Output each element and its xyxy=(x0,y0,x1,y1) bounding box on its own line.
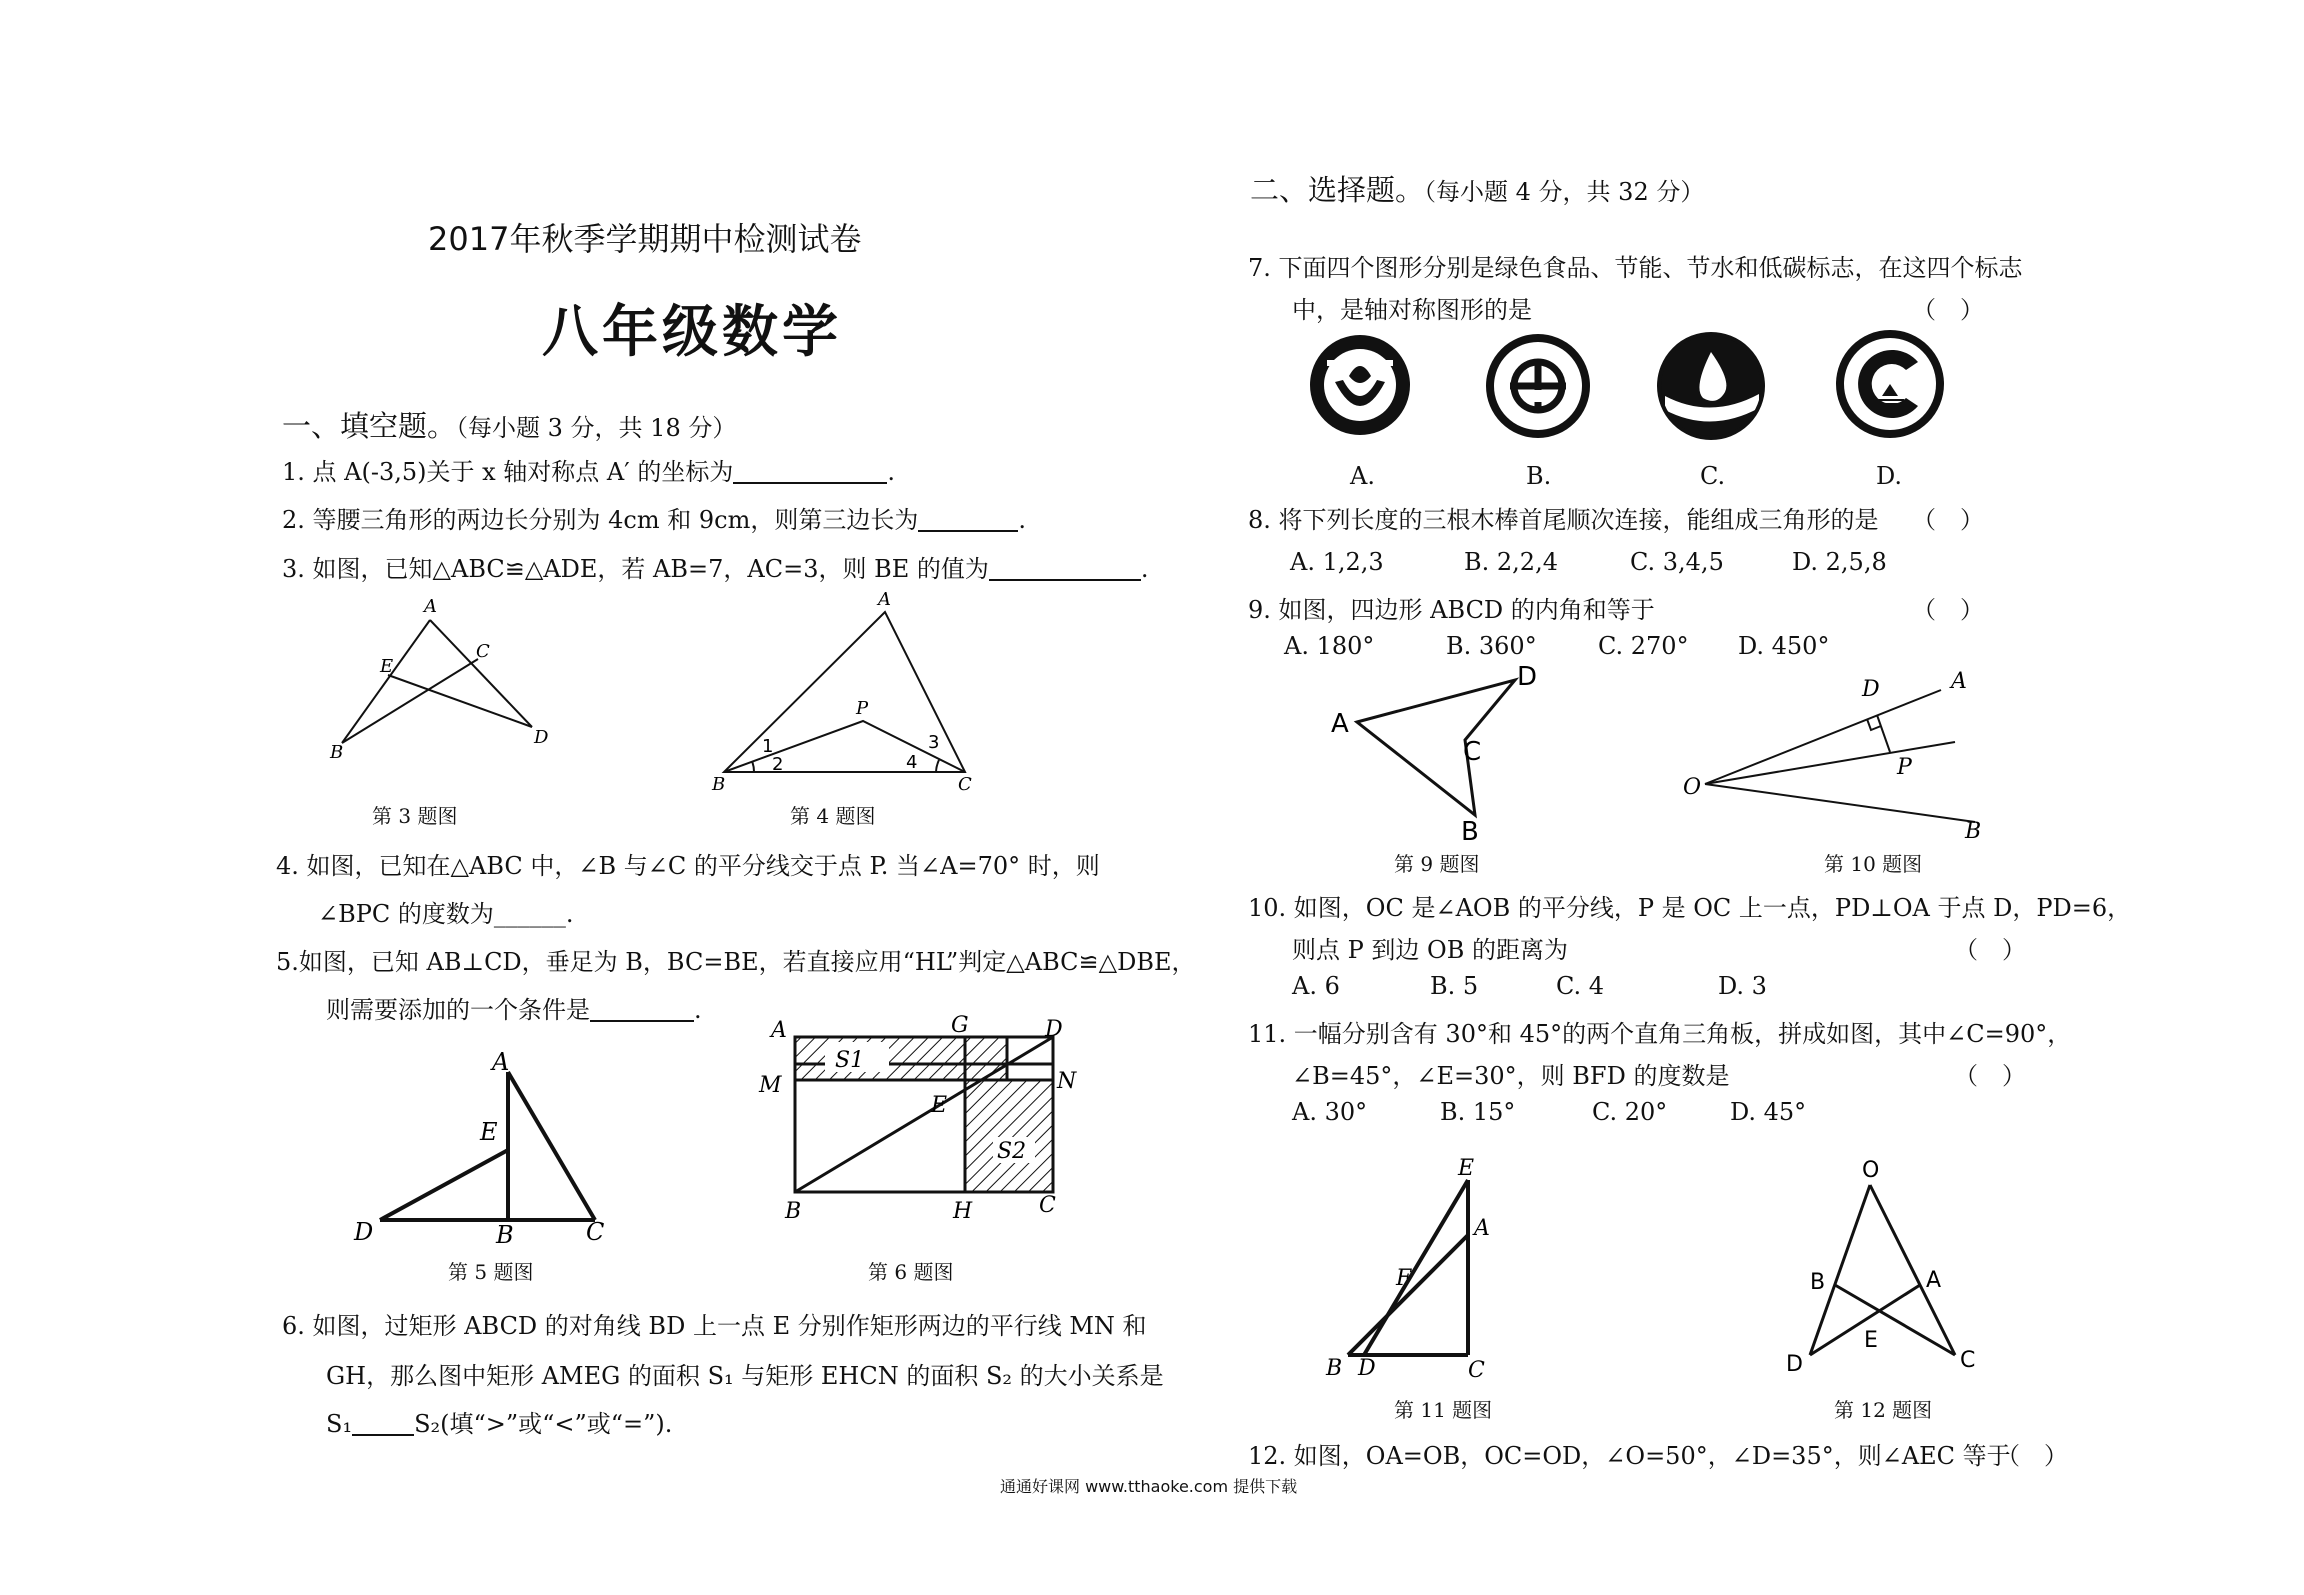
fig12-label-o: O xyxy=(1862,1158,1880,1183)
question-9-paren: （ ） xyxy=(1912,596,1984,624)
subject-title: 八年级数学 xyxy=(542,299,842,365)
fig12-label-e: E xyxy=(1864,1328,1878,1353)
question-1: 1. 点 A(-3,5)关于 x 轴对称点 A′ 的坐标为 . xyxy=(282,458,895,486)
question-7-line2: 中，是轴对称图形的是 xyxy=(1292,296,1532,324)
figure-6 xyxy=(755,1012,1085,1242)
fig6-label-m: M xyxy=(759,1073,782,1098)
question-7-paren: （ ） xyxy=(1912,296,1984,324)
fig3-caption: 第 3 题图 xyxy=(372,804,458,828)
logo-low-carbon-icon xyxy=(1832,326,1948,442)
fig11-label-b: B xyxy=(1326,1356,1343,1381)
q10-option-b: B. 5 xyxy=(1430,972,1479,1000)
q9-option-d: D. 450° xyxy=(1738,632,1830,660)
q9-option-b: B. 360° xyxy=(1446,632,1537,660)
q7-option-a: A. xyxy=(1350,462,1375,490)
fig10-label-d: D xyxy=(1862,677,1880,702)
figure-10 xyxy=(1675,660,1995,844)
figure-4 xyxy=(710,590,1000,800)
fig3-label-d: D xyxy=(534,727,549,748)
fig4-label-c: C xyxy=(958,774,972,795)
fig6-label-b: B xyxy=(785,1199,802,1224)
q10-option-a: A. 6 xyxy=(1292,972,1340,1000)
exam-title: 2017年秋季学期期中检测试卷 xyxy=(428,220,862,258)
question-3: 3. 如图，已知△ABC≌△ADE，若 AB=7，AC=3，则 BE 的值为 . xyxy=(282,555,1149,583)
figure-12 xyxy=(1760,1155,1980,1385)
logo-water-saving-icon xyxy=(1655,330,1767,442)
fig12-caption: 第 12 题图 xyxy=(1834,1398,1933,1422)
fig6-label-a: A xyxy=(771,1018,787,1043)
fig12-label-d: D xyxy=(1786,1352,1803,1377)
fig12-label-a: A xyxy=(1926,1268,1942,1293)
q11-option-d: D. 45° xyxy=(1730,1098,1807,1126)
question-5-line1: 5.如图，已知 AB⊥CD，垂足为 B，BC=BE，若直接应用“HL”判定△ABC≌△DBE， xyxy=(276,948,1196,976)
question-10-line1: 10. 如图，OC 是∠AOB 的平分线，P 是 OC 上一点，PD⊥OA 于点 D，PD=6， xyxy=(1248,894,2132,922)
fig4-label-4: 4 xyxy=(906,752,918,773)
fig6-label-h: H xyxy=(953,1199,973,1224)
fig5-label-b: B xyxy=(496,1221,514,1249)
question-11-paren: （ ） xyxy=(1954,1062,2026,1090)
fig11-label-a: A xyxy=(1474,1216,1490,1241)
q9-option-a: A. 180° xyxy=(1284,632,1375,660)
q7-option-b: B. xyxy=(1526,462,1552,490)
question-5-line2: 则需要添加的一个条件是 . xyxy=(326,996,702,1024)
fig6-label-n: N xyxy=(1057,1069,1077,1094)
figure-9 xyxy=(1325,660,1555,847)
fig3-label-b: B xyxy=(330,742,344,763)
q8-option-c: C. 3,4,5 xyxy=(1630,548,1724,576)
fig6-label-e: E xyxy=(931,1093,948,1118)
fig3-label-e: E xyxy=(380,656,394,677)
fig9-label-d: D xyxy=(1517,662,1538,692)
fig3-label-a: A xyxy=(424,596,437,617)
fig10-label-o: O xyxy=(1683,775,1702,800)
fig6-caption: 第 6 题图 xyxy=(868,1260,954,1284)
fig6-label-s1: S1 xyxy=(835,1048,865,1073)
fig9-label-b: B xyxy=(1461,817,1479,847)
question-10-line2: 则点 P 到边 OB 的距离为 xyxy=(1292,936,1568,964)
figure-5 xyxy=(350,1050,620,1250)
question-12-paren: （ ） xyxy=(1996,1442,2068,1470)
fig10-caption: 第 10 题图 xyxy=(1824,852,1923,876)
fig5-label-a: A xyxy=(492,1048,510,1076)
fig11-label-d: D xyxy=(1358,1356,1376,1381)
section1-heading: 一、填空题。（每小题 3 分，共 18 分） xyxy=(282,409,737,443)
fig4-label-b: B xyxy=(712,774,726,795)
q8-option-a: A. 1,2,3 xyxy=(1290,548,1384,576)
q8-option-b: B. 2,2,4 xyxy=(1464,548,1558,576)
question-9: 9. 如图，四边形 ABCD 的内角和等于 xyxy=(1248,596,1655,624)
fig4-label-1: 1 xyxy=(762,736,774,757)
q11-option-a: A. 30° xyxy=(1292,1098,1368,1126)
q10-option-c: C. 4 xyxy=(1556,972,1605,1000)
figure-3 xyxy=(330,595,570,765)
question-4-line2: ∠BPC 的度数为______. xyxy=(318,900,574,928)
fig6-label-d: D xyxy=(1045,1017,1063,1042)
q10-option-d: D. 3 xyxy=(1718,972,1767,1000)
fig6-label-s2: S2 xyxy=(997,1139,1027,1164)
fig4-label-p: P xyxy=(856,698,869,719)
fig4-caption: 第 4 题图 xyxy=(790,804,876,828)
fig10-label-b: B xyxy=(1965,819,1982,844)
fig4-label-a: A xyxy=(878,589,891,610)
fig4-label-2: 2 xyxy=(772,754,784,775)
fig9-caption: 第 9 题图 xyxy=(1394,852,1480,876)
question-6-line2: GH，那么图中矩形 AMEG 的面积 S₁ 与矩形 EHCN 的面积 S₂ 的大小关系是 xyxy=(326,1362,1164,1390)
question-11-line2: ∠B=45°，∠E=30°，则 BFD 的度数是 xyxy=(1292,1062,1730,1090)
question-10-paren: （ ） xyxy=(1954,936,2026,964)
question-11-line1: 11. 一幅分别含有 30°和 45°的两个直角三角板，拼成如图，其中∠C=90°， xyxy=(1248,1020,2072,1048)
fig6-label-g: G xyxy=(951,1013,969,1038)
fig5-label-e: E xyxy=(480,1118,498,1146)
question-8-paren: （ ） xyxy=(1912,506,1984,534)
q9-option-c: C. 270° xyxy=(1598,632,1689,660)
fig3-label-c: C xyxy=(476,641,490,662)
fig10-label-p: P xyxy=(1897,755,1912,780)
fig6-label-c: C xyxy=(1039,1193,1056,1218)
fig11-label-c: C xyxy=(1468,1358,1485,1383)
q8-option-d: D. 2,5,8 xyxy=(1792,548,1887,576)
fig10-label-a: A xyxy=(1951,669,1967,694)
q11-option-c: C. 20° xyxy=(1592,1098,1668,1126)
section2-heading: 二、选择题。（每小题 4 分，共 32 分） xyxy=(1250,173,1705,207)
fig5-label-c: C xyxy=(586,1218,605,1246)
fig9-label-c: C xyxy=(1463,737,1482,767)
fig4-label-3: 3 xyxy=(928,732,940,753)
question-2: 2. 等腰三角形的两边长分别为 4cm 和 9cm，则第三边长为 . xyxy=(282,506,1026,534)
question-6-line3: S₁ S₂(填“>”或“<”或“=”). xyxy=(326,1410,673,1438)
fig9-label-a: A xyxy=(1331,709,1349,739)
figure-11 xyxy=(1318,1155,1518,1385)
fig5-caption: 第 5 题图 xyxy=(448,1260,534,1284)
fig12-label-b: B xyxy=(1810,1270,1826,1295)
question-8: 8. 将下列长度的三根木棒首尾顺次连接，能组成三角形的是 xyxy=(1248,506,1879,534)
fig5-label-d: D xyxy=(354,1218,374,1246)
fig11-label-e: E xyxy=(1458,1156,1475,1181)
fig12-label-c: C xyxy=(1960,1348,1976,1373)
fig11-label-f: F xyxy=(1396,1266,1412,1291)
q7-option-d: D. xyxy=(1876,462,1903,490)
fig11-caption: 第 11 题图 xyxy=(1394,1398,1493,1422)
logo-energy-saving-icon xyxy=(1482,330,1594,442)
question-7-line1: 7. 下面四个图形分别是绿色食品、节能、节水和低碳标志，在这四个标志 xyxy=(1248,254,2023,282)
question-6-line1: 6. 如图，过矩形 ABCD 的对角线 BD 上一点 E 分别作矩形两边的平行线 MN 和 xyxy=(282,1312,1147,1340)
question-4-line1: 4. 如图，已知在△ABC 中，∠B 与∠C 的平分线交于点 P. 当∠A=70° 时，则 xyxy=(276,852,1100,880)
q11-option-b: B. 15° xyxy=(1440,1098,1516,1126)
q7-option-c: C. xyxy=(1700,462,1726,490)
question-12: 12. 如图，OA=OB，OC=OD，∠O=50°，∠D=35°，则∠AEC 等于 xyxy=(1248,1442,2011,1470)
logo-green-food-icon xyxy=(1305,330,1415,440)
footer-source: 通通好课网 www.tthaoke.com 提供下载 xyxy=(1000,1477,1298,1496)
